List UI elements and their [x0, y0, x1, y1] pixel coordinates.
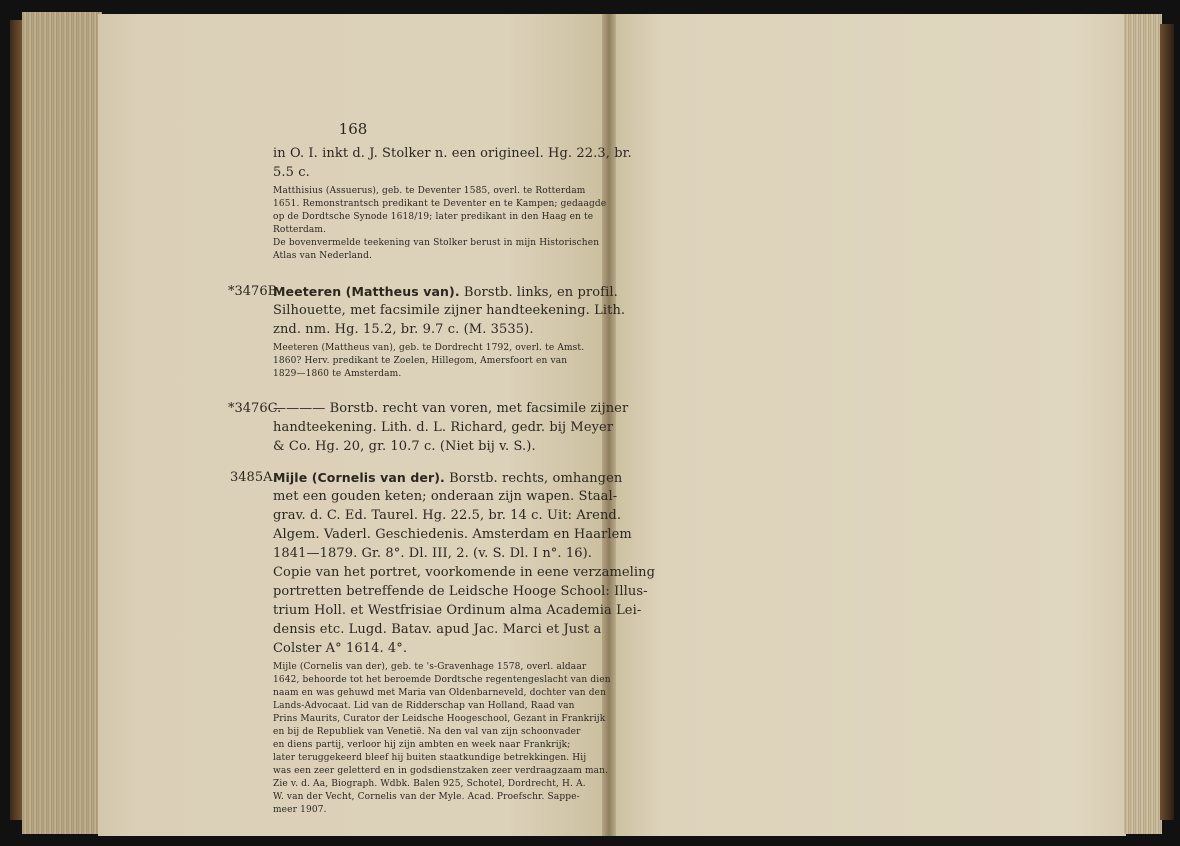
entry-line: portretten betreffende de Leidsche Hooge School: Illus-	[273, 584, 648, 599]
entry-number: *3476B.	[228, 284, 282, 299]
note-line: 1860? Herv. predikant te Zoelen, Hillegom, Amersfoort en van	[273, 356, 568, 366]
book-cover-right	[1160, 24, 1174, 820]
entry-line	[273, 284, 618, 300]
note-line: 1642, behoorde tot het beroemde Dordtsche regentengeslacht van dien	[273, 675, 611, 685]
note-line: Meeteren (Mattheus van), geb. te Dordrecht 1792, overl. te Amst.	[273, 343, 585, 353]
note-line: en diens partij, verloor hij zijn ambten en week naar Frankrijk;	[273, 740, 571, 750]
entry-line: znd. nm. Hg. 15.2, br. 9.7 c. (M. 3535).	[273, 322, 534, 337]
entry-line: handteekening. Lith. d. L. Richard, gedr. bij Meyer	[273, 420, 614, 435]
entry-line: densis etc. Lugd. Batav. apud Jac. Marci et Just a	[273, 622, 602, 637]
note-line: Mijle (Cornelis van der), geb. te 's-Gravenhage 1578, overl. aldaar	[273, 662, 587, 672]
entry-line: met een gouden keten; onderaan zijn wapen. Staal-	[273, 489, 618, 504]
note-line: en bij de Republiek van Venetië. Na den val van zijn schoonvader	[273, 727, 581, 737]
text-line: in O. I. inkt d. J. Stolker n. een origineel. Hg. 22.3, br.	[273, 146, 632, 161]
note-line: op de Dordtsche Synode 1618/19; later predikant in den Haag en te	[273, 212, 594, 222]
entry-line: ———— Borstb. recht van voren, met facsimile zijner	[273, 401, 629, 416]
note-line: Lands-Advocaat. Lid van de Ridderschap van Holland, Raad van	[273, 701, 575, 711]
note-line: Rotterdam.	[273, 225, 327, 235]
entry-line: 1841—1879. Gr. 8°. Dl. III, 2. (v. S. Dl. I n°. 16).	[273, 546, 592, 561]
page-number: 168	[338, 120, 368, 138]
note-line: Atlas van Nederland.	[273, 251, 373, 261]
page-edges-right	[1124, 14, 1162, 834]
entry-heading: Meeteren (Mattheus van).	[273, 284, 460, 299]
note-line: meer 1907.	[273, 805, 327, 815]
note-line: Prins Maurits, Curator der Leidsche Hoogeschool, Gezant in Frankrijk	[273, 714, 606, 724]
entry-heading: Mijle (Cornelis van der).	[273, 470, 445, 485]
entry-line: trium Holl. et Westfrisiae Ordinum alma Academia Lei-	[273, 603, 642, 618]
note-line: Matthisius (Assuerus), geb. te Deventer 1585, overl. te Rotterdam	[273, 186, 586, 196]
entry-line: Silhouette, met facsimile zijner handteekening. Lith.	[273, 303, 626, 318]
note-line: 1651. Remonstrantsch predikant te Deventer en te Kampen; gedaagde	[273, 199, 607, 209]
text-line: 5.5 c.	[273, 165, 310, 180]
entry-line: & Co. Hg. 20, gr. 10.7 c. (Niet bij v. S.).	[273, 439, 536, 454]
note-line: 1829—1860 te Amsterdam.	[273, 369, 402, 379]
note-line: Zie v. d. Aa, Biograph. Wdbk. Balen 925, Schotel, Dordrecht, H. A.	[273, 779, 586, 789]
note-line: later teruggekeerd bleef hij buiten staatkundige betrekkingen. Hij	[273, 753, 587, 763]
entry-line	[273, 470, 622, 486]
note-line: De bovenvermelde teekening van Stolker berust in mijn Historischen	[273, 238, 600, 248]
note-line: W. van der Vecht, Cornelis van der Myle. Acad. Proefschr. Sappe-	[273, 792, 580, 802]
entry-line: Algem. Vaderl. Geschiedenis. Amsterdam en Haarlem	[273, 527, 632, 542]
note-line: was een zeer geletterd en in godsdienstzaken zeer verdraagzaam man.	[273, 766, 609, 776]
entry-text: Borstb. rechts, omhangen	[444, 471, 623, 486]
entry-number: *3476C.	[228, 401, 282, 416]
entry-line: Copie van het portret, voorkomende in eene verzameling	[273, 565, 656, 580]
entry-text: Borstb. links, en profil.	[459, 285, 618, 300]
right-page-blank	[610, 14, 1126, 836]
entry-number: 3485A.	[230, 470, 277, 485]
entry-line: Colster A° 1614. 4°.	[273, 641, 408, 656]
page-edges-left	[22, 12, 102, 834]
entry-line: grav. d. C. Ed. Taurel. Hg. 22.5, br. 14 c. Uit: Arend.	[273, 508, 622, 523]
note-line: naam en was gehuwd met Maria van Oldenbarneveld, dochter van den	[273, 688, 607, 698]
